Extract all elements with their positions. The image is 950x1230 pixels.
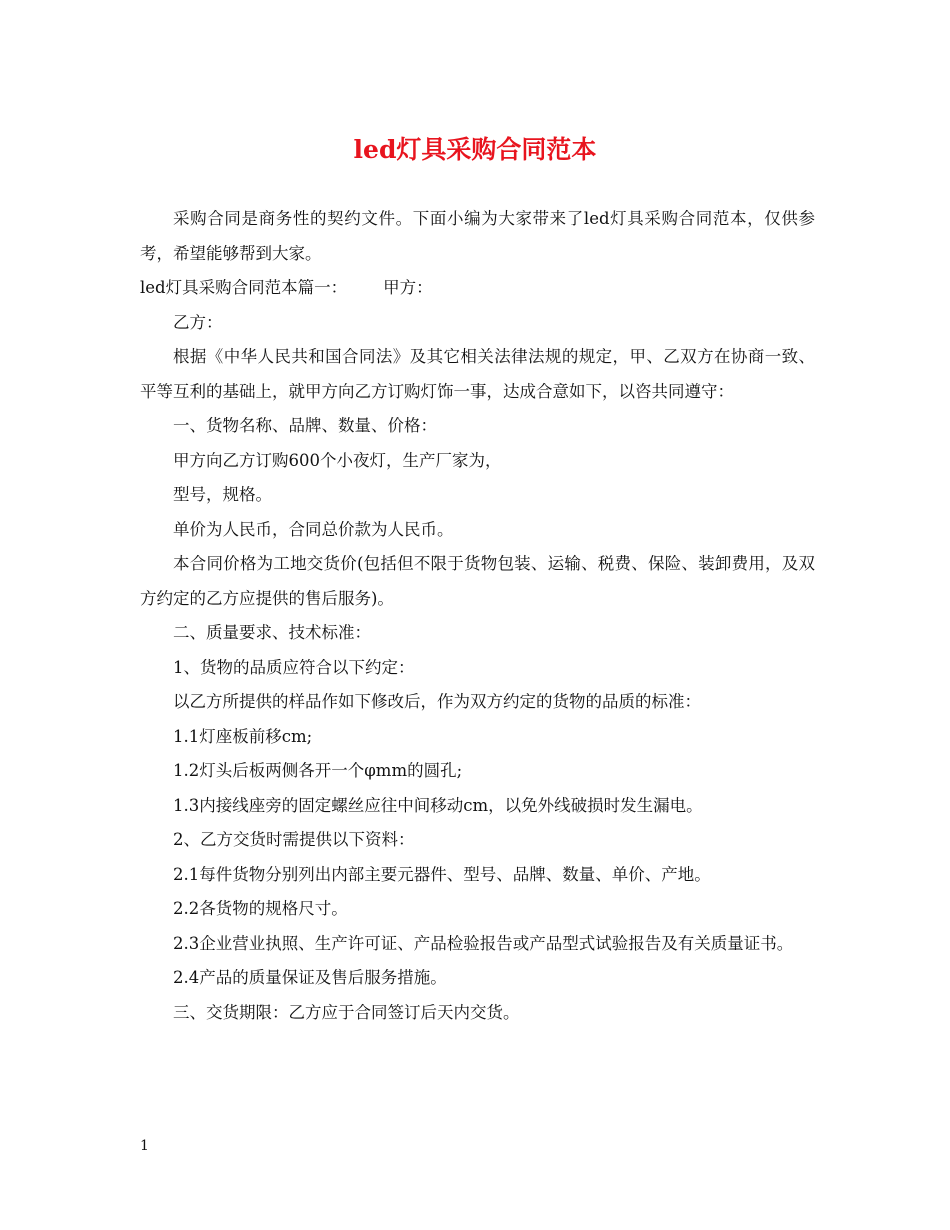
paragraph: 2.1每件货物分别列出内部主要元器件、型号、品牌、数量、单价、产地。 (173, 864, 711, 884)
paragraph: 1.3内接线座旁的固定螺丝应往中间移动cm，以免外线破损时发生漏电。 (173, 795, 703, 815)
paragraph: 单价为人民币，合同总价款为人民币。 (173, 519, 454, 539)
section-heading: led灯具采购合同范本篇一： (140, 278, 348, 297)
intro-paragraph: 采购合同是商务性的契约文件。下面小编为大家带来了led灯具采购合同范本，仅供参考，希望能够帮到大家。 (140, 209, 815, 263)
page-number: 1 (140, 1138, 149, 1154)
paragraph: 甲方向乙方订购600个小夜灯，生产厂家为， (173, 450, 502, 470)
paragraph: 2.4产品的质量保证及售后服务措施。 (173, 968, 447, 987)
paragraph: 型号，规格。 (173, 485, 272, 504)
party-a-label: 甲方： (383, 278, 433, 297)
paragraph: 2、乙方交货时需提供以下资料： (173, 830, 415, 849)
paragraph: 一、货物名称、品牌、数量、价格： (173, 416, 437, 435)
paragraph: 二、质量要求、技术标准： (173, 623, 371, 642)
paragraph: 以乙方所提供的样品作如下修改后，作为双方约定的货物的品质的标准： (173, 692, 701, 711)
paragraph: 根据《中华人民共和国合同法》及其它相关法律法规的规定，甲、乙双方在协商一致、平等互利的基础上，就甲方向乙方订购灯饰一事，达成合意如下，以咨共同遵守： (140, 347, 815, 401)
paragraph: 本合同价格为工地交货价(包括但不限于货物包装、运输、税费、保险、装卸费用，及双方约定的乙方应提供的售后服务)。 (140, 554, 815, 608)
paragraph: 1.1灯座板前移cm; (173, 726, 313, 746)
section-heading-line (140, 271, 815, 306)
document-body (140, 202, 815, 1030)
paragraph: 1.2灯头后板两侧各开一个φmm的圆孔; (173, 761, 463, 780)
paragraph: 三、交货期限：乙方应于合同签订后天内交货。 (173, 1002, 520, 1022)
paragraph: 2.2各货物的规格尺寸。 (173, 899, 348, 918)
party-b-label: 乙方： (173, 312, 223, 332)
document-title: led灯具采购合同范本 (353, 135, 597, 164)
paragraph: 2.3企业营业执照、生产许可证、产品检验报告或产品型式试验报告及有关质量证书。 (173, 933, 794, 953)
paragraph: 1、货物的品质应符合以下约定： (173, 657, 415, 677)
